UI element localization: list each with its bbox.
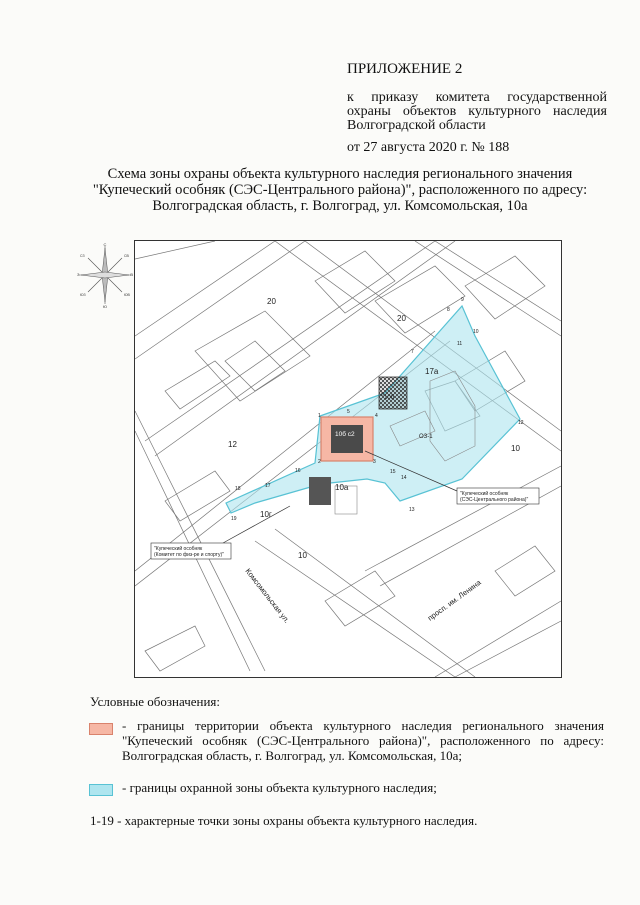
compass-label: СЗ: [80, 254, 85, 258]
scheme-title-line-1: Схема зоны охраны объекта культурного наследия регионального значения: [107, 166, 573, 182]
point-number: 9: [461, 297, 464, 303]
point-number: 1: [318, 413, 321, 419]
compass-label: ЮВ: [124, 293, 130, 297]
block-label: 10а: [335, 483, 349, 492]
compass-label: В: [130, 272, 133, 277]
block-label: 20: [267, 297, 276, 306]
point-number: 13: [409, 507, 415, 513]
callout-committee-line-1: "Купеческий особняк: [154, 546, 203, 552]
legend-zone-text: - границы охранной зоны объекта культурного наследия;: [122, 780, 437, 795]
legend-points-text: 1-19 - характерные точки зоны охраны объекта культурного наследия.: [90, 813, 478, 828]
protection-zone: [226, 306, 520, 513]
point-number: 2: [318, 459, 321, 465]
compass-label: С: [103, 242, 107, 247]
point-number: 7: [411, 349, 414, 355]
order-reference: к приказу комитета государственной охраны объектов культурного наследия Волгоградской области: [347, 90, 607, 133]
point-number: 19: [231, 516, 237, 522]
legend-territory-text: - границы территории объекта культурного наследия регионального значения "Купеческий особняк (СЭС-Центрального района)", расположенного по адресу: Волгоградская область, г. Волгоград, ул. Комсомольская, 10а;: [122, 718, 604, 763]
compass-label: З: [77, 272, 80, 277]
block-label: 12: [228, 440, 237, 449]
point-number: 8: [447, 307, 450, 313]
street-komsomolskaya: Комсомольская ул.: [243, 566, 292, 625]
scheme-title-line-2: "Купеческий особняк (СЭС-Центрального района)", расположенного по адресу:: [92, 182, 588, 198]
legend-heading: Условные обозначения:: [90, 694, 221, 709]
block-label: 10б с2: [335, 431, 355, 438]
point-number: 3: [373, 459, 376, 465]
compass-label: Ю: [102, 304, 108, 309]
point-number: 10: [473, 329, 479, 335]
scheme-title-line-3: Волгоградская область, г. Волгоград, ул. Комсомольская, 10а: [152, 198, 528, 214]
callout-committee-line-2: (Комитет по физ-ре и спорту)": [154, 552, 224, 558]
block-label: 10: [511, 444, 520, 453]
point-number: 15: [390, 469, 396, 475]
block-label: 10: [298, 551, 307, 560]
point-number: 16: [295, 468, 301, 474]
compass-label: СВ: [124, 254, 129, 258]
appendix-title: ПРИЛОЖЕНИЕ 2: [347, 61, 463, 77]
block-label: 10г: [260, 510, 272, 519]
point-number: 4: [375, 413, 378, 419]
point-number: 11: [457, 341, 463, 347]
block-label: ОЗ-1: [419, 434, 433, 440]
compass-label: ЮЗ: [80, 293, 86, 297]
territory-swatch: [89, 723, 113, 735]
point-number: 14: [401, 475, 407, 481]
block-label: 17а: [425, 367, 439, 376]
zone-swatch: [89, 784, 113, 796]
block-label: 10б: [384, 395, 395, 401]
order-date: от 27 августа 2020 г. № 188: [347, 140, 510, 155]
callout-object-line-2: (СЭС-Центрального района)": [460, 497, 529, 503]
point-number: 6: [381, 392, 384, 398]
heritage-building: [331, 425, 363, 453]
street-lenina: просп. им. Ленина: [425, 577, 483, 623]
point-number: 5: [347, 409, 350, 415]
callout-object-line-1: "Купеческий особняк: [460, 491, 509, 497]
zone-scheme-map: [134, 240, 562, 678]
point-number: 17: [265, 483, 271, 489]
building-10a: [309, 477, 331, 505]
point-number: 12: [518, 420, 524, 426]
compass-rose-icon: [76, 242, 134, 318]
block-label: 20: [397, 314, 406, 323]
point-number: 18: [235, 486, 241, 492]
